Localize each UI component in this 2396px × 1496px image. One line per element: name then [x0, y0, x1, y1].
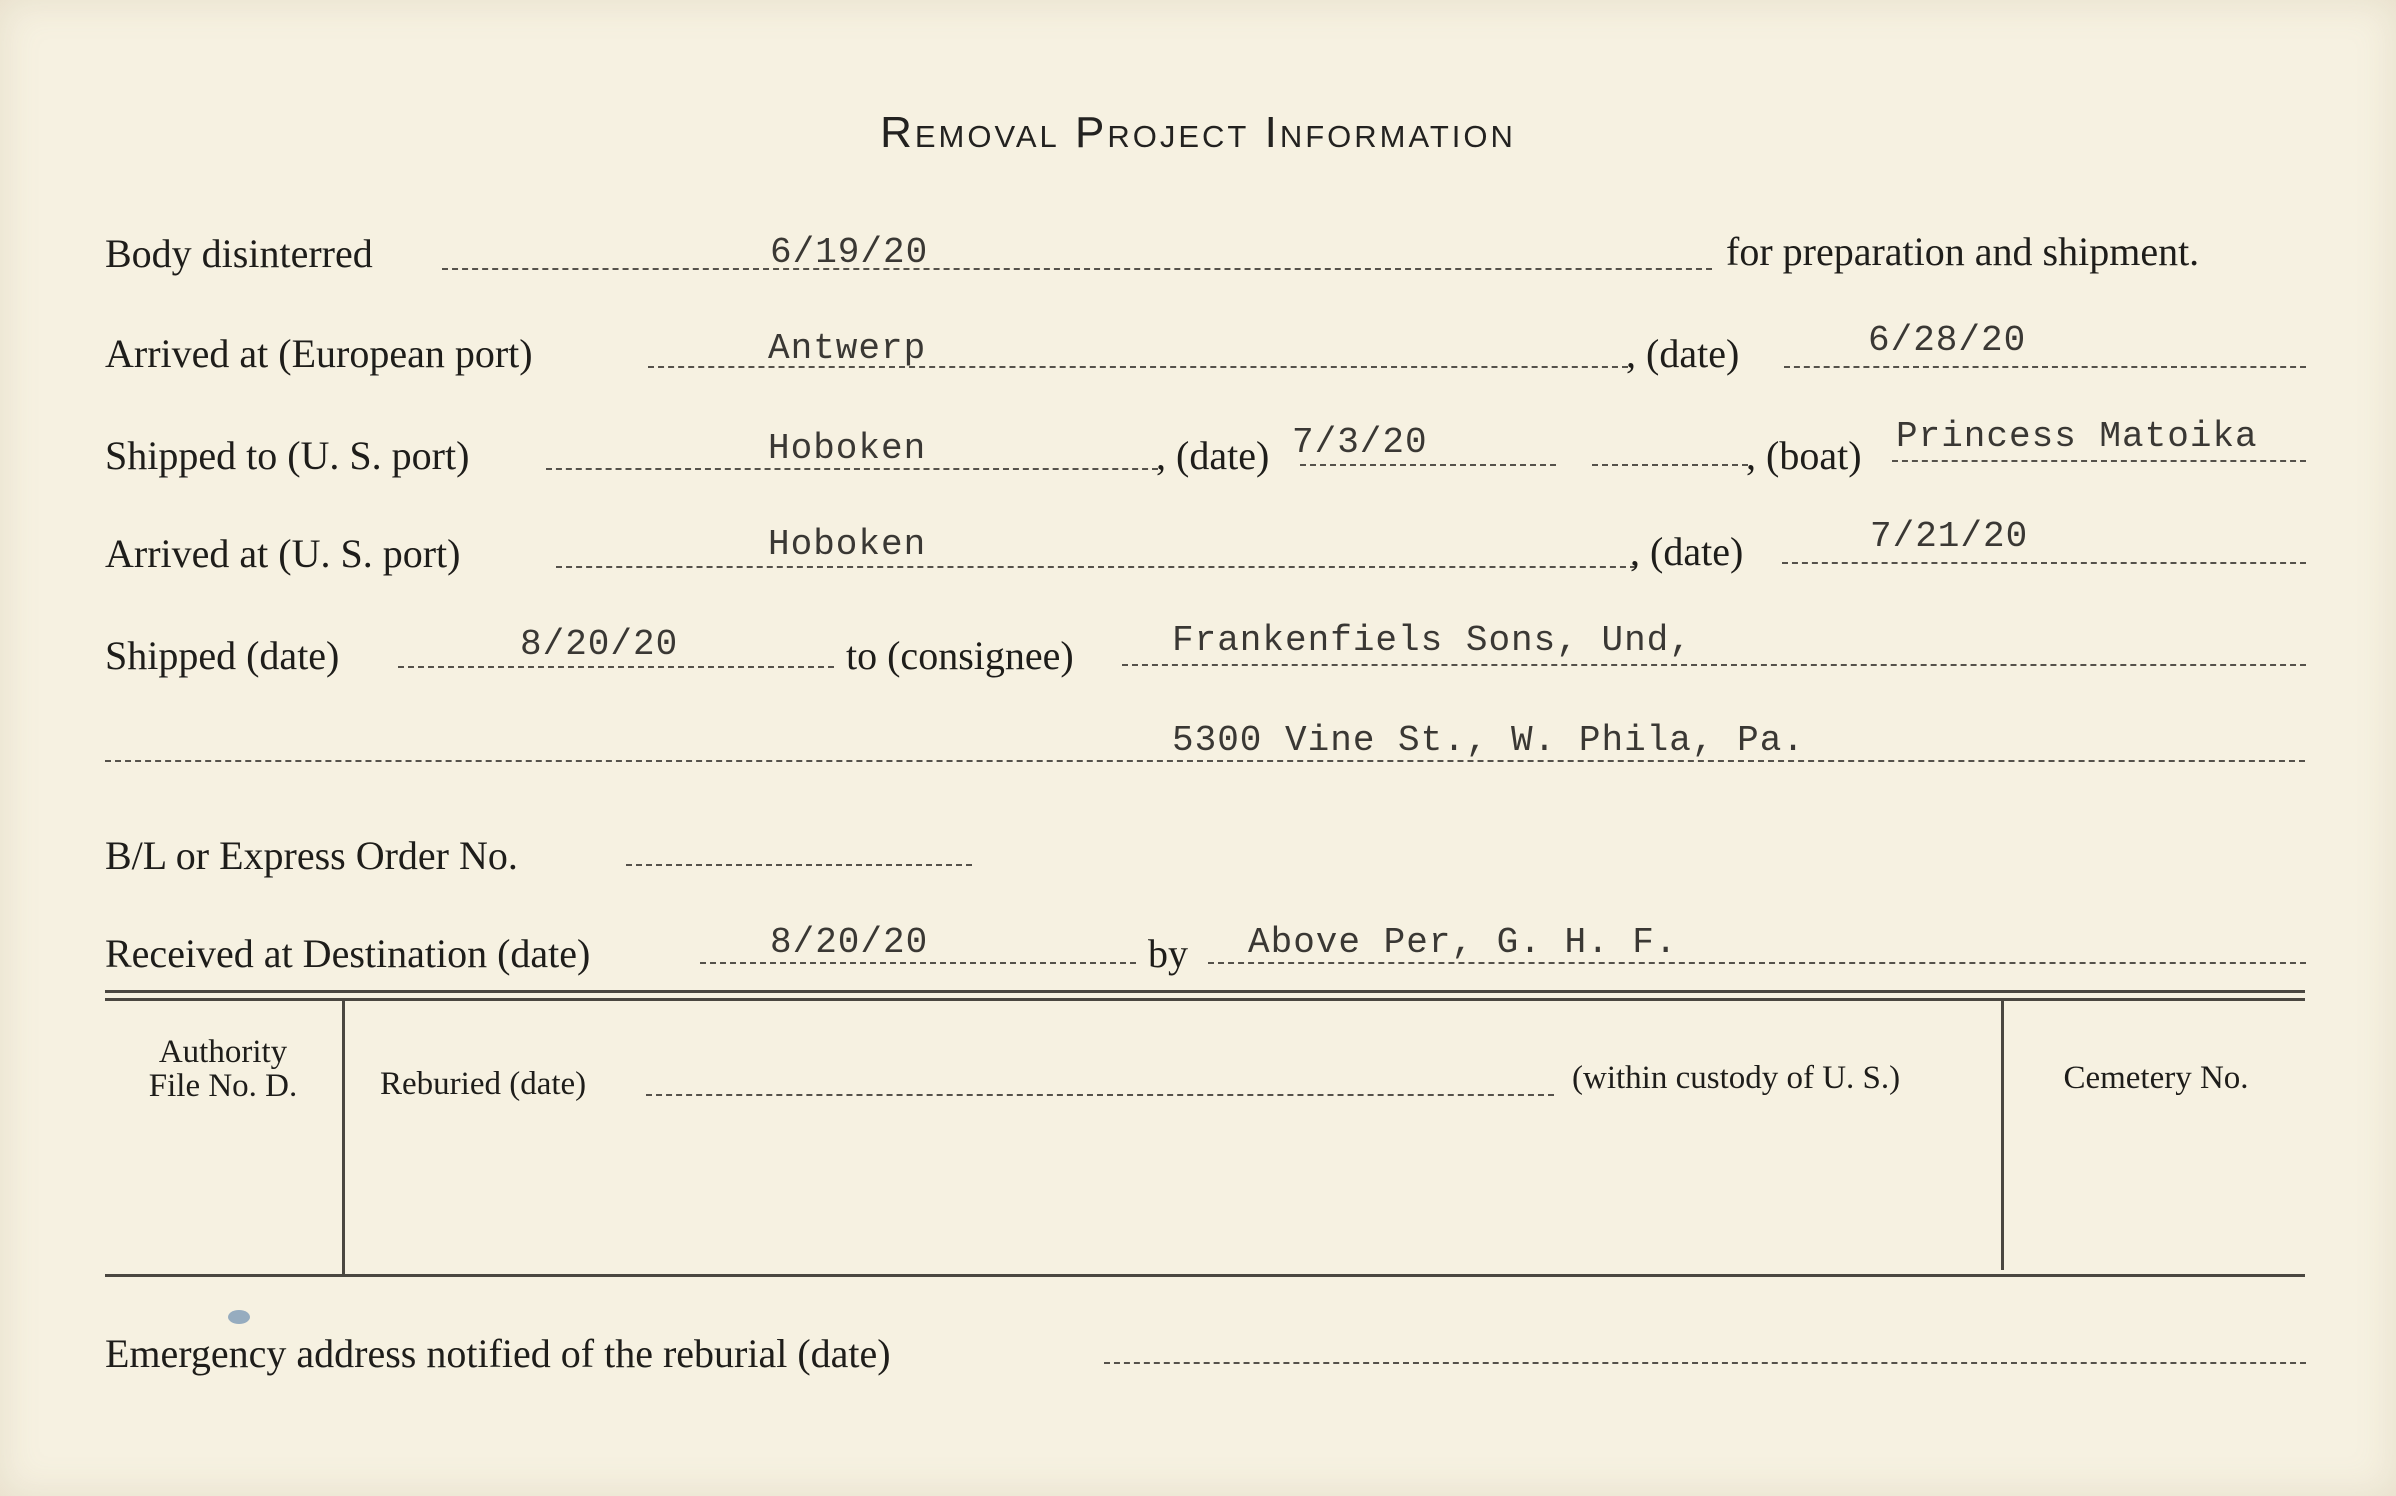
table-top-rule: [105, 990, 2305, 993]
emergency-line: [1104, 1362, 2306, 1364]
consignee-address-value: 5300 Vine St., W. Phila, Pa.: [1172, 720, 1805, 761]
arrived-us-port-line: [556, 566, 1636, 568]
received-by-value: Above Per, G. H. F.: [1248, 922, 1678, 963]
shipped-date-line: [398, 666, 834, 668]
shipped-us-label: Shipped to (U. S. port): [105, 433, 470, 478]
shipped-us-date-line: [1300, 464, 1556, 466]
shipped-us-boat-value: Princess Matoika: [1896, 416, 2258, 457]
reburied-line: [646, 1094, 1554, 1096]
received-date-value: 8/20/20: [770, 922, 929, 963]
received-label: Received at Destination (date): [105, 931, 591, 976]
shipped-date-label: Shipped (date): [105, 633, 340, 678]
reburied-label: Reburied (date): [380, 1066, 587, 1102]
body-disinterred-label: Body disinterred: [105, 231, 373, 276]
shipped-us-date-label: , (date): [1156, 433, 1270, 478]
arrived-us-date-line: [1782, 562, 2306, 564]
arrived-us-date-value: 7/21/20: [1870, 516, 2029, 557]
shipped-us-date-value: 7/3/20: [1292, 422, 1428, 463]
body-disinterred-value: 6/19/20: [770, 232, 929, 273]
shipped-date-value: 8/20/20: [520, 624, 679, 665]
ink-smudge: [228, 1310, 250, 1324]
shipped-us-boat-line: [1892, 460, 2306, 462]
consignee-label: to (consignee): [846, 633, 1074, 678]
arrived-european-label: Arrived at (European port): [105, 331, 533, 376]
received-by-label: by: [1148, 931, 1188, 976]
bl-order-label: B/L or Express Order No.: [105, 833, 518, 878]
emergency-label: Emergency address notified of the reburial (date): [105, 1331, 891, 1376]
card-title: Removal Project Information: [880, 108, 1516, 157]
arrived-european-port-value: Antwerp: [768, 328, 927, 369]
arrived-us-label: Arrived at (U. S. port): [105, 531, 461, 576]
table-divider-left: [342, 1000, 345, 1276]
arrived-european-date-line: [1784, 366, 2306, 368]
table-divider-right: [2001, 1000, 2004, 1270]
arrived-us-date-label: , (date): [1630, 529, 1744, 574]
consignee-line: [1122, 664, 2306, 666]
table-bottom-rule: [105, 1274, 2305, 1277]
arrived-european-date-value: 6/28/20: [1868, 320, 2027, 361]
authority-label-line1: Authority: [158, 1034, 288, 1070]
cemetery-no-label: Cemetery No.: [2063, 1060, 2249, 1096]
bl-order-line: [626, 864, 972, 866]
preparation-shipment-text: for preparation and shipment.: [1726, 229, 2200, 274]
shipped-us-port-value: Hoboken: [768, 428, 927, 469]
consignee-value: Frankenfiels Sons, Und,: [1172, 620, 1692, 661]
shipped-us-boat-label: , (boat): [1746, 433, 1862, 478]
custody-label: (within custody of U. S.): [1572, 1060, 1901, 1096]
shipped-us-gap-line: [1592, 464, 1748, 466]
authority-label-line2: File No. D.: [148, 1068, 298, 1104]
arrived-us-port-value: Hoboken: [768, 524, 927, 565]
table-top-rule-2: [105, 998, 2305, 1001]
body-disinterred-line: [442, 268, 1712, 270]
arrived-european-date-label: , (date): [1626, 331, 1740, 376]
